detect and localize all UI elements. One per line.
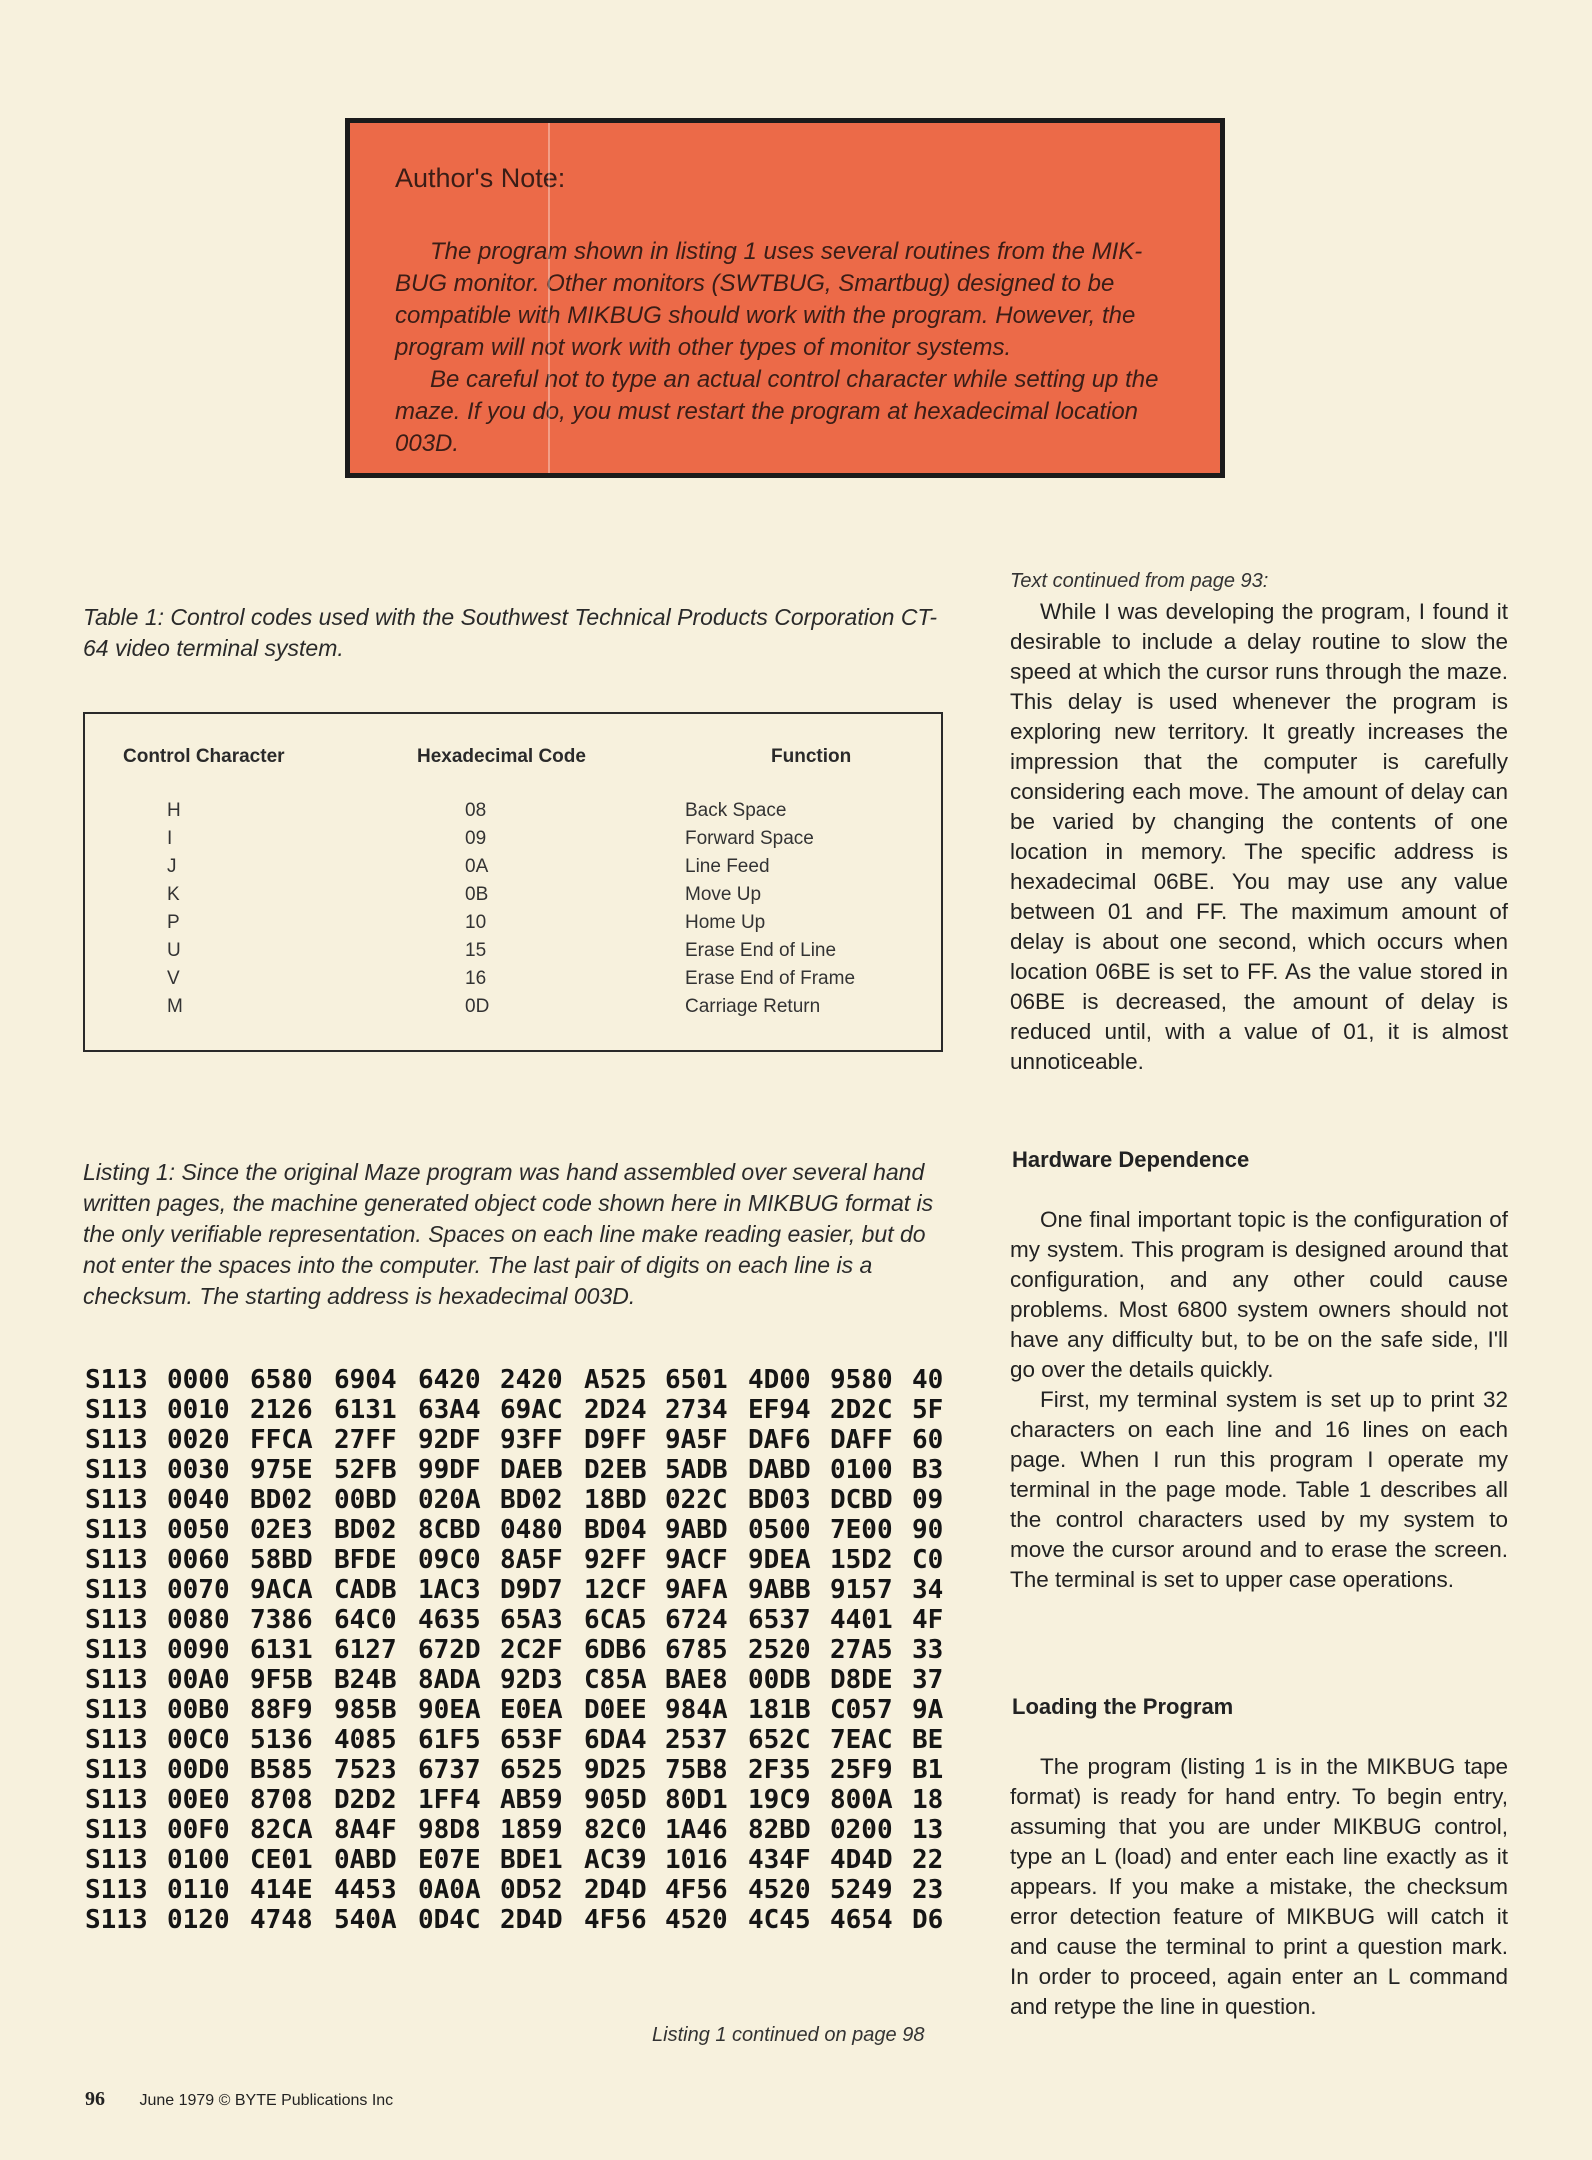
table-cell: J	[167, 856, 177, 877]
listing-token: 0ABD	[334, 1845, 397, 1875]
listing-token: C057	[830, 1695, 893, 1725]
listing-token: DAEB	[500, 1455, 563, 1485]
listing-token: BAE8	[665, 1665, 728, 1695]
listing-token: S113	[85, 1575, 148, 1605]
listing-token: BD02	[500, 1485, 563, 1515]
listing-token: 181B	[748, 1695, 811, 1725]
listing-token: B585	[250, 1755, 313, 1785]
listing-token: S113	[85, 1455, 148, 1485]
listing-token: 2C2F	[500, 1635, 563, 1665]
listing-checksum: 9A	[912, 1695, 944, 1725]
table-cell: U	[167, 940, 181, 961]
listing-token: D8DE	[830, 1665, 893, 1695]
page-fold-line	[548, 123, 550, 473]
listing-token: 8A4F	[334, 1815, 397, 1845]
listing-token: 2126	[250, 1395, 313, 1425]
listing-address: 00A0	[167, 1665, 230, 1695]
listing-token: S113	[85, 1635, 148, 1665]
footer-copyright: June 1979 © BYTE Publications Inc	[139, 2092, 394, 2109]
listing-address: 00C0	[167, 1725, 230, 1755]
listing-token: 800A	[830, 1785, 893, 1815]
listing-token: 9ACF	[665, 1545, 728, 1575]
listing-token: 6724	[665, 1605, 728, 1635]
listing1-caption: Listing 1: Since the original Maze program was hand assembled over several hand written pages, the machine generated object code shown here in MIKBUG format is the only verifiable representation. Spaces on each line make reading easier, but do not enter the spaces into the computer. The last pair of digits on each line is a checksum. The starting address is hexadecimal 003D.	[83, 1159, 934, 1309]
listing-token: S113	[85, 1875, 148, 1905]
listing-token: 6904	[334, 1365, 397, 1395]
listing-token: EF94	[748, 1395, 811, 1425]
listing-checksum: 34	[912, 1575, 944, 1605]
listing-token: S113	[85, 1695, 148, 1725]
listing-token: 90EA	[418, 1695, 481, 1725]
table-cell: Move Up	[685, 884, 762, 905]
listing-address: 0040	[167, 1485, 230, 1515]
table-cell: Back Space	[685, 800, 787, 821]
listing-token: 4C45	[748, 1905, 811, 1935]
listing-token: S113	[85, 1485, 148, 1515]
listing-address: 0110	[167, 1875, 230, 1905]
listing-token: 8A5F	[500, 1545, 563, 1575]
listing-token: 6537	[748, 1605, 811, 1635]
listing-token: S113	[85, 1815, 148, 1845]
listing-token: 12CF	[584, 1575, 647, 1605]
listing-token: D9FF	[584, 1425, 647, 1455]
listing-token: 6131	[250, 1635, 313, 1665]
listing-token: 6580	[250, 1365, 313, 1395]
listing-token: 653F	[500, 1725, 563, 1755]
listing-token: S113	[85, 1665, 148, 1695]
heading-hardware-dependence: Hardware Dependence	[1012, 1147, 1250, 1172]
listing-token: E07E	[418, 1845, 481, 1875]
listing-checksum: 33	[912, 1635, 944, 1665]
table-cell: 0A	[465, 856, 489, 877]
listing-address: 0120	[167, 1905, 230, 1935]
listing-token: 6785	[665, 1635, 728, 1665]
continued-from-note: Text continued from page 93:	[1010, 570, 1269, 592]
listing-token: DAFF	[830, 1425, 893, 1455]
listing-address: 0020	[167, 1425, 230, 1455]
table-cell: Erase End of Line	[685, 940, 837, 961]
listing-address: 0030	[167, 1455, 230, 1485]
page-number: 96	[85, 2088, 105, 2110]
listing-token: 0200	[830, 1815, 893, 1845]
listing-token: 7E00	[830, 1515, 893, 1545]
table-cell: H	[167, 800, 181, 821]
listing-token: 540A	[334, 1905, 397, 1935]
table-cell: Forward Space	[685, 828, 814, 849]
listing-token: 2D2C	[830, 1395, 893, 1425]
listing-token: 9ABD	[665, 1515, 728, 1545]
listing-address: 0080	[167, 1605, 230, 1635]
table-cell: Carriage Return	[685, 996, 821, 1017]
listing-token: 6501	[665, 1365, 728, 1395]
table-cell: 0B	[465, 884, 489, 905]
table-cell: P	[167, 912, 180, 933]
listing-token: 022C	[665, 1485, 728, 1515]
listing-continued-note: Listing 1 continued on page 98	[652, 2024, 925, 2046]
listing-token: BD02	[250, 1485, 313, 1515]
listing-token: S113	[85, 1905, 148, 1935]
listing-address: 00F0	[167, 1815, 230, 1845]
listing-token: 00BD	[334, 1485, 397, 1515]
listing-token: D0EE	[584, 1695, 647, 1725]
listing-token: 4635	[418, 1605, 481, 1635]
listing-token: 0100	[830, 1455, 893, 1485]
listing-token: 4453	[334, 1875, 397, 1905]
listing-token: 984A	[665, 1695, 728, 1725]
listing-token: D2EB	[584, 1455, 647, 1485]
table-header-function: Function	[771, 746, 852, 767]
table-cell: 09	[465, 828, 487, 849]
listing-token: 8708	[250, 1785, 313, 1815]
listing-token: S113	[85, 1785, 148, 1815]
listing-token: 92DF	[418, 1425, 481, 1455]
listing-token: 9580	[830, 1365, 893, 1395]
body-paragraph-3: First, my terminal system is set up to print 32 characters on each line and 16 lines on each page. When I run this program I operate my terminal in the page mode. Table 1 describes all the control characters used by my system to move the cursor around and to erase the screen. The terminal is set to upper case operations.	[1010, 1387, 1508, 1592]
listing-token: 9157	[830, 1575, 893, 1605]
listing-token: BD03	[748, 1485, 811, 1515]
listing-token: 9F5B	[250, 1665, 313, 1695]
listing-token: S113	[85, 1545, 148, 1575]
listing-token: 4654	[830, 1905, 893, 1935]
listing-token: 5ADB	[665, 1455, 728, 1485]
table-cell: 0D	[465, 996, 490, 1017]
listing-token: 2D4D	[500, 1905, 563, 1935]
listing-token: B24B	[334, 1665, 397, 1695]
listing-token: 1A46	[665, 1815, 728, 1845]
listing-token: S113	[85, 1605, 148, 1635]
listing-token: 82C0	[584, 1815, 647, 1845]
listing-token: 80D1	[665, 1785, 728, 1815]
listing-checksum: B1	[912, 1755, 944, 1785]
table-cell: K	[167, 884, 180, 905]
listing-token: 6737	[418, 1755, 481, 1785]
listing-token: 2734	[665, 1395, 728, 1425]
listing-token: DAF6	[748, 1425, 811, 1455]
listing-token: 1859	[500, 1815, 563, 1845]
listing-token: E0EA	[500, 1695, 563, 1725]
listing-token: S113	[85, 1755, 148, 1785]
listing-token: 4D4D	[830, 1845, 893, 1875]
listing-token: 19C9	[748, 1785, 811, 1815]
listing-token: 7386	[250, 1605, 313, 1635]
listing-checksum: 22	[912, 1845, 944, 1875]
listing-token: S113	[85, 1515, 148, 1545]
listing-checksum: 13	[912, 1815, 944, 1845]
table-cell: Line Feed	[685, 856, 770, 877]
listing-token: 9A5F	[665, 1425, 728, 1455]
table-header-hexadecimal-code: Hexadecimal Code	[417, 746, 586, 767]
listing-address: 0100	[167, 1845, 230, 1875]
listing-token: 1FF4	[418, 1785, 481, 1815]
body-paragraph-1: While I was developing the program, I found it desirable to include a delay routine to slow the speed at which the cursor runs through the maze. This delay is used whenever the program is exploring new territory. It greatly increases the impression that the computer is carefully considering each move. The amount of delay can be varied by changing the contents of one location in memory. The specific address is hexadecimal 06BE. You may use any value between 01 and FF. The maximum amount of delay is about one second, which occurs when location 06BE is set to FF. As the value stored in 06BE is decreased, the amount of delay is reduced until, with a value of 01, it is almost unnoticeable.	[1010, 599, 1508, 1074]
listing-token: 88F9	[250, 1695, 313, 1725]
table-cell: I	[167, 828, 173, 849]
listing-token: 6CA5	[584, 1605, 647, 1635]
listing-token: 2F35	[748, 1755, 811, 1785]
listing-token: 4748	[250, 1905, 313, 1935]
body-paragraph-2: One final important topic is the configuration of my system. This program is designed around that configuration, and any other could cause problems. Most 6800 system owners should not have any difficulty but, to be on the safe side, I'll go over the details quickly.	[1010, 1207, 1508, 1382]
listing-token: 7EAC	[830, 1725, 893, 1755]
listing-token: 2420	[500, 1365, 563, 1395]
table-cell: M	[167, 996, 183, 1017]
listing-token: 4520	[665, 1905, 728, 1935]
listing-token: 2537	[665, 1725, 728, 1755]
listing-token: 02E3	[250, 1515, 313, 1545]
table-cell: Erase End of Frame	[685, 968, 856, 989]
listing-token: 9D25	[584, 1755, 647, 1785]
listing-checksum: 4F	[912, 1605, 944, 1635]
listing-token: 2D24	[584, 1395, 647, 1425]
authors-note-paragraph-2: Be careful not to type an actual control character while setting up the maze. If you do, you must restart the program at hexadecimal location 003D.	[395, 366, 1159, 457]
listing-token: 9DEA	[748, 1545, 811, 1575]
listing-token: AC39	[584, 1845, 647, 1875]
listing-token: 5249	[830, 1875, 893, 1905]
listing-token: 63A4	[418, 1395, 481, 1425]
listing-token: 975E	[250, 1455, 313, 1485]
listing-token: A525	[584, 1365, 647, 1395]
listing-token: 69AC	[500, 1395, 563, 1425]
listing-checksum: 37	[912, 1665, 944, 1695]
listing-token: 65A3	[500, 1605, 563, 1635]
listing-token: S113	[85, 1845, 148, 1875]
listing-token: 985B	[334, 1695, 397, 1725]
listing-checksum: B3	[912, 1455, 944, 1485]
listing-token: 8ADA	[418, 1665, 481, 1695]
listing-token: 92FF	[584, 1545, 647, 1575]
listing-token: 4F56	[584, 1905, 647, 1935]
listing-token: 6DA4	[584, 1725, 647, 1755]
listing-token: 9AFA	[665, 1575, 728, 1605]
listing-token: 5136	[250, 1725, 313, 1755]
listing-token: S113	[85, 1425, 148, 1455]
authors-note-paragraph-1: The program shown in listing 1 uses several routines from the MIK-BUG monitor. Other monitors (SWTBUG, Smartbug) designed to be compatible with MIKBUG should work with the program. However, the program will not work with other types of monitor systems.	[395, 238, 1143, 361]
listing-checksum: 5F	[912, 1395, 944, 1425]
listing-token: 4D00	[748, 1365, 811, 1395]
listing-token: 6525	[500, 1755, 563, 1785]
listing-token: 0480	[500, 1515, 563, 1545]
listing-token: 8CBD	[418, 1515, 481, 1545]
listing-token: 9ABB	[748, 1575, 811, 1605]
listing-token: 4401	[830, 1605, 893, 1635]
listing-token: AB59	[500, 1785, 563, 1815]
listing-token: BFDE	[334, 1545, 397, 1575]
listing-token: 00DB	[748, 1665, 811, 1695]
listing-token: 58BD	[250, 1545, 313, 1575]
heading-loading-the-program: Loading the Program	[1012, 1694, 1234, 1719]
listing-address: 00D0	[167, 1755, 230, 1785]
listing-token: S113	[85, 1725, 148, 1755]
listing-checksum: D6	[912, 1905, 944, 1935]
listing-checksum: 23	[912, 1875, 944, 1905]
listing-checksum: 09	[912, 1485, 944, 1515]
listing-address: 00E0	[167, 1785, 230, 1815]
listing-token: DABD	[748, 1455, 811, 1485]
listing-token: 4F56	[665, 1875, 728, 1905]
listing-token: 0D4C	[418, 1905, 481, 1935]
delay-routine-text	[1010, 597, 1508, 1077]
table-header-control-character: Control Character	[123, 746, 285, 767]
listing-token: CE01	[250, 1845, 313, 1875]
listing-token: 4085	[334, 1725, 397, 1755]
listing-token: 61F5	[418, 1725, 481, 1755]
listing-token: DCBD	[830, 1485, 893, 1515]
listing-token: 27FF	[334, 1425, 397, 1455]
table-cell: 15	[465, 940, 487, 961]
table-cell: 16	[465, 968, 487, 989]
listing-checksum: 40	[912, 1365, 944, 1395]
listing-token: 9ACA	[250, 1575, 313, 1605]
authors-note-heading: Author's Note:	[395, 163, 566, 193]
listing-token: CADB	[334, 1575, 397, 1605]
hardware-dependence-text	[1010, 1205, 1508, 1595]
table1-caption: Table 1: Control codes used with the Southwest Technical Products Corporation CT-64 video terminal system.	[83, 604, 938, 661]
listing-token: 98D8	[418, 1815, 481, 1845]
listing-token: 2520	[748, 1635, 811, 1665]
listing-token: 09C0	[418, 1545, 481, 1575]
table-cell: Home Up	[685, 912, 766, 933]
listing-token: 6127	[334, 1635, 397, 1665]
listing-token: 27A5	[830, 1635, 893, 1665]
page-footer	[85, 2088, 393, 2111]
listing-token: 82CA	[250, 1815, 313, 1845]
listing-token: 82BD	[748, 1815, 811, 1845]
listing-token: 25F9	[830, 1755, 893, 1785]
listing-token: 1AC3	[418, 1575, 481, 1605]
listing-token: 2D4D	[584, 1875, 647, 1905]
loading-program-text	[1010, 1752, 1508, 2022]
listing-token: 7523	[334, 1755, 397, 1785]
listing-token: 652C	[748, 1725, 811, 1755]
listing-token: BDE1	[500, 1845, 563, 1875]
listing-token: 0D52	[500, 1875, 563, 1905]
listing-checksum: BE	[912, 1725, 944, 1755]
table-cell: V	[167, 968, 180, 989]
listing-address: 0060	[167, 1545, 230, 1575]
listing-checksum: 60	[912, 1425, 944, 1455]
listing-token: 18BD	[584, 1485, 647, 1515]
listing-token: 4520	[748, 1875, 811, 1905]
table-cell: 10	[465, 912, 487, 933]
listing-token: D9D7	[500, 1575, 563, 1605]
listing-checksum: 90	[912, 1515, 944, 1545]
table-cell: 08	[465, 800, 487, 821]
listing-token: 52FB	[334, 1455, 397, 1485]
listing-token: 1016	[665, 1845, 728, 1875]
control-codes-table	[83, 712, 943, 1052]
body-paragraph-4: The program (listing 1 is in the MIKBUG tape format) is ready for hand entry. To begin entry, assuming that you are under MIKBUG control, type an L (load) and enter each line exactly as it appears. If you make a mistake, the checksum error detection feature of MIKBUG will catch it and cause the terminal to print a question mark. In order to proceed, again enter an L command and retype the line in question.	[1010, 1754, 1508, 2019]
listing-token: BD02	[334, 1515, 397, 1545]
listing-token: 905D	[584, 1785, 647, 1815]
listing-address: 0070	[167, 1575, 230, 1605]
listing-token: 93FF	[500, 1425, 563, 1455]
listing-token: S113	[85, 1395, 148, 1425]
listing-token: 020A	[418, 1485, 481, 1515]
listing-token: 434F	[748, 1845, 811, 1875]
listing-token: 672D	[418, 1635, 481, 1665]
listing-token: 15D2	[830, 1545, 893, 1575]
listing-token: 64C0	[334, 1605, 397, 1635]
listing-token: 6420	[418, 1365, 481, 1395]
listing-address: 0000	[167, 1365, 230, 1395]
listing-token: BD04	[584, 1515, 647, 1545]
listing-token: D2D2	[334, 1785, 397, 1815]
listing-address: 0090	[167, 1635, 230, 1665]
listing-token: 6131	[334, 1395, 397, 1425]
listing-address: 0010	[167, 1395, 230, 1425]
listing-token: S113	[85, 1365, 148, 1395]
authors-note-box	[345, 118, 1225, 478]
listing-token: 0A0A	[418, 1875, 481, 1905]
listing-token: 99DF	[418, 1455, 481, 1485]
listing-address: 0050	[167, 1515, 230, 1545]
listing-address: 00B0	[167, 1695, 230, 1725]
listing-token: 414E	[250, 1875, 313, 1905]
listing-token: C85A	[584, 1665, 647, 1695]
listing-token: 0500	[748, 1515, 811, 1545]
listing-checksum: 18	[912, 1785, 944, 1815]
listing-token: 6DB6	[584, 1635, 647, 1665]
listing-token: 92D3	[500, 1665, 563, 1695]
listing-token: 75B8	[665, 1755, 728, 1785]
listing-token: FFCA	[250, 1425, 313, 1455]
listing-checksum: C0	[912, 1545, 944, 1575]
